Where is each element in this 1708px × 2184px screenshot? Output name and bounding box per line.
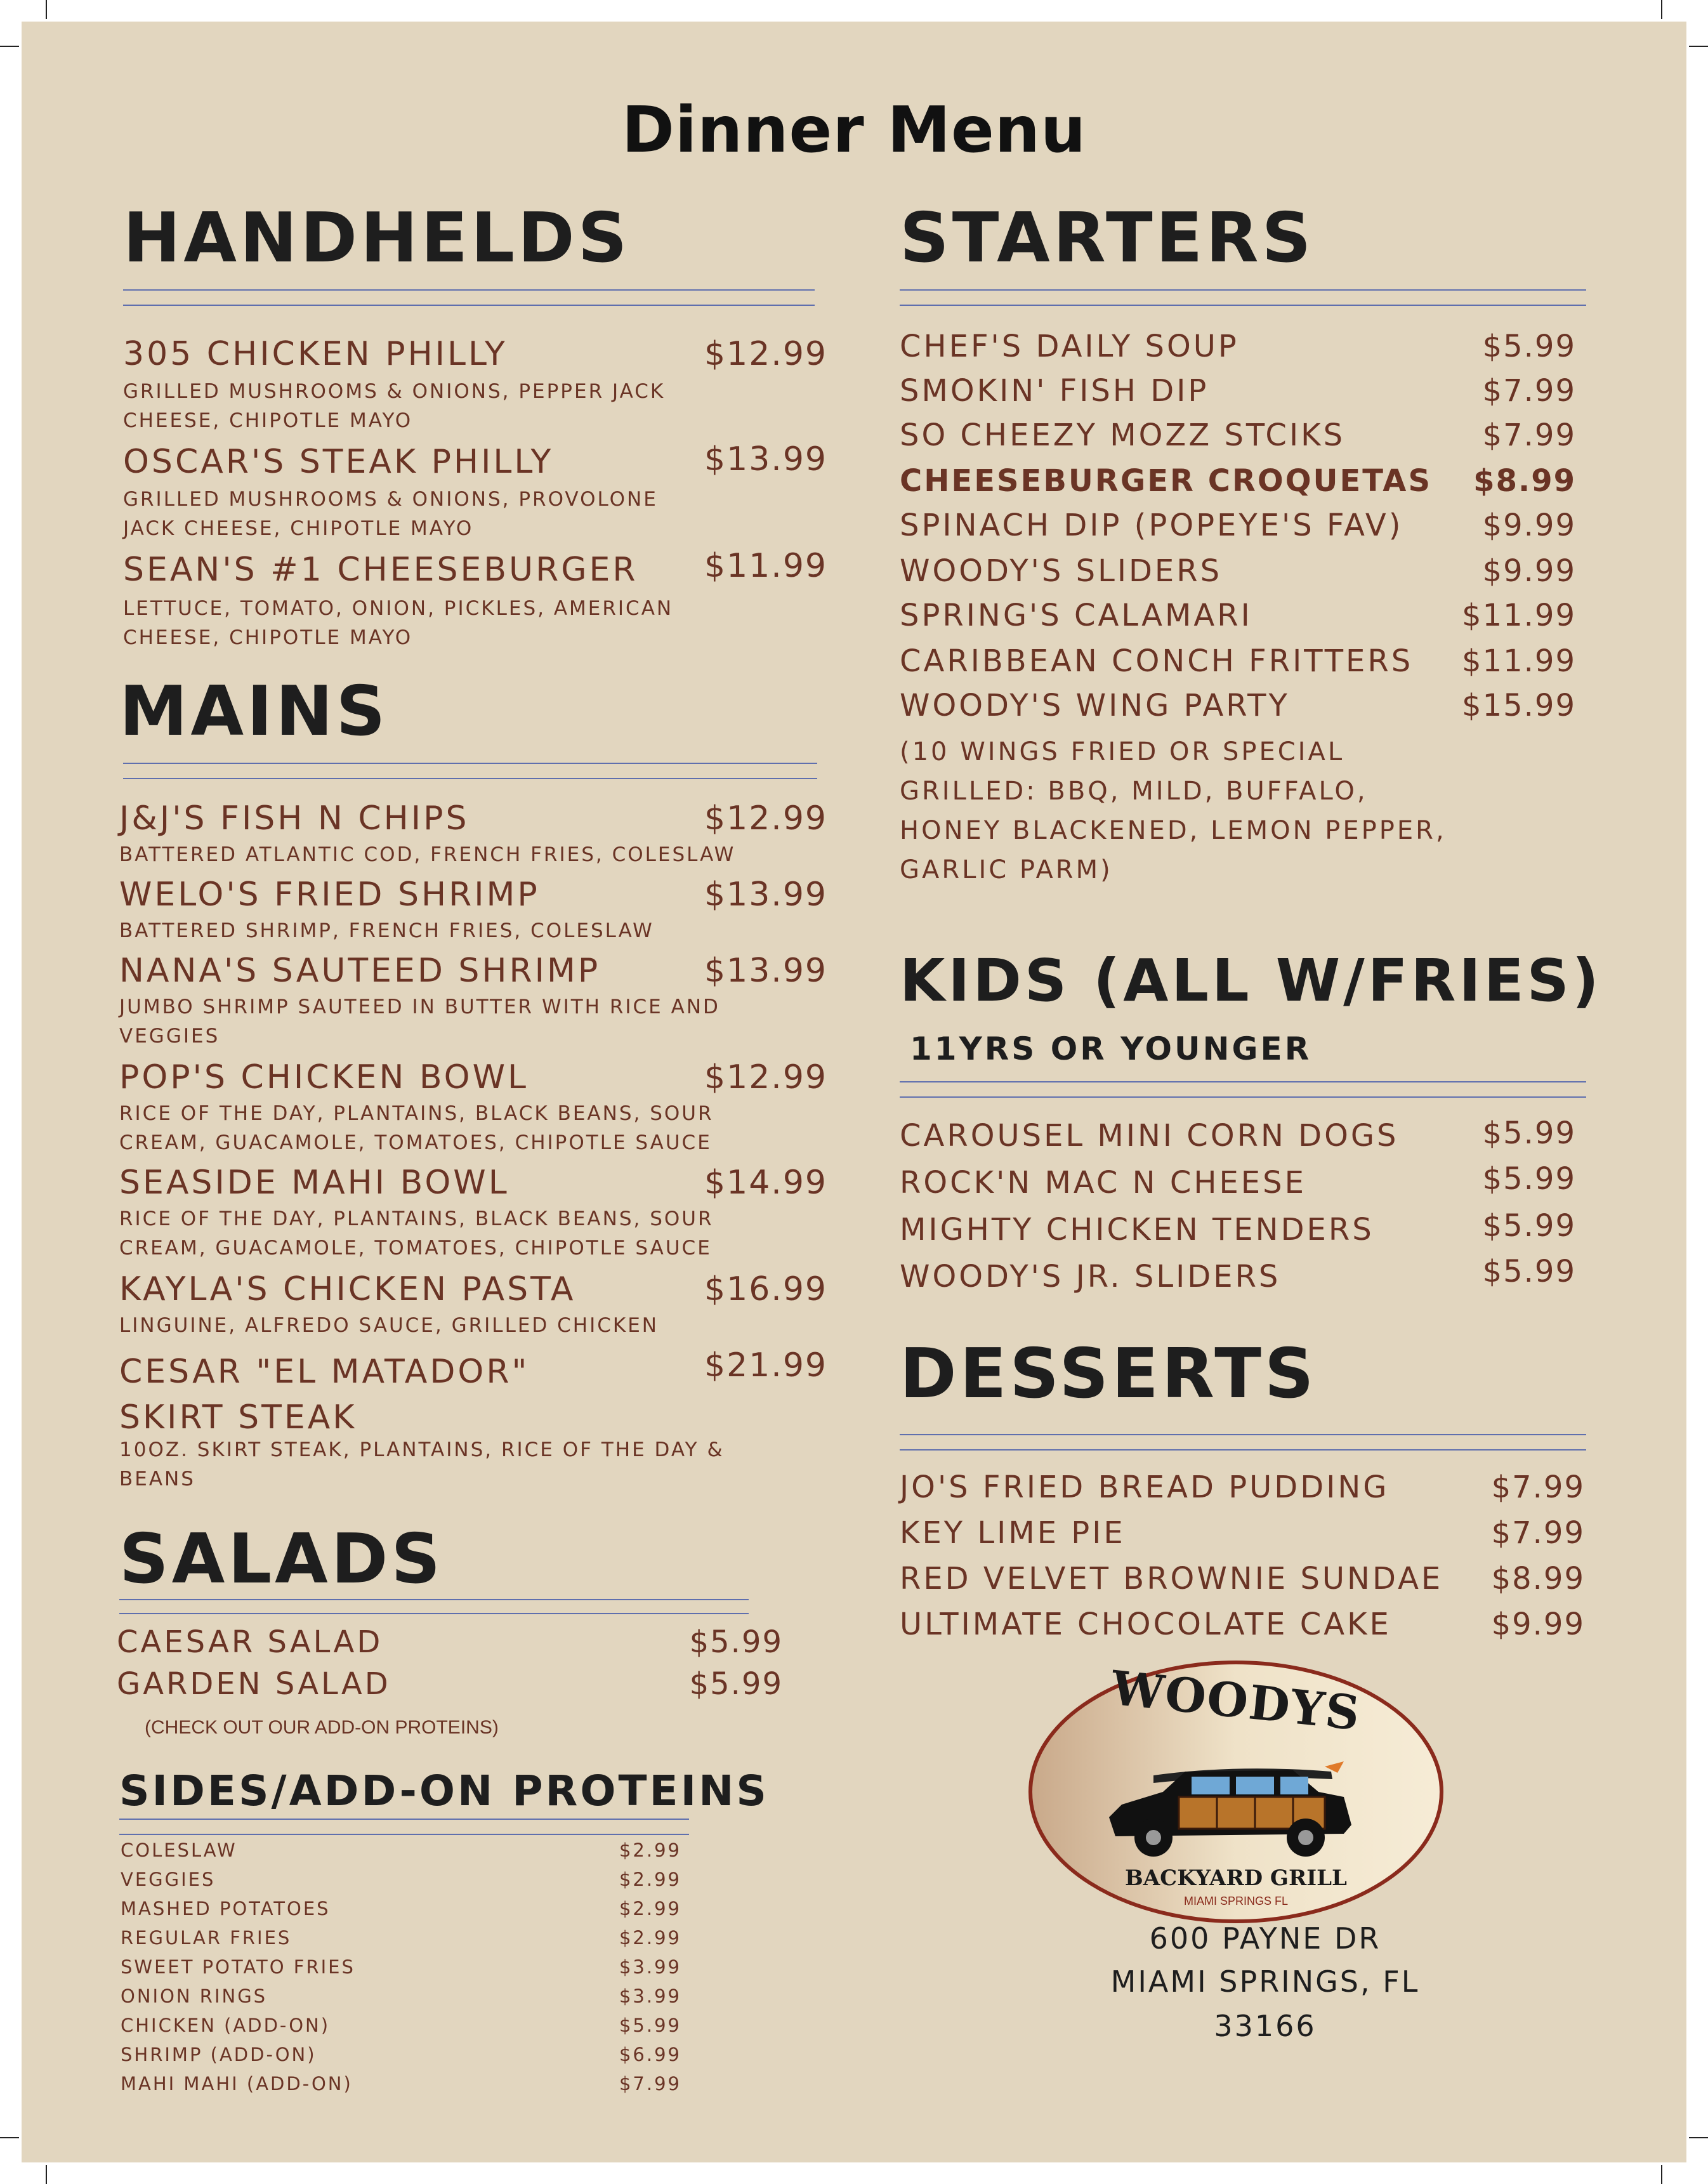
kids-item-price: $5.99: [1482, 1115, 1576, 1151]
menu-item-desc: JUMBO SHRIMP SAUTEED IN BUTTER WITH RICE AND VEGGIES: [119, 996, 720, 1048]
kids-item-price: $5.99: [1482, 1208, 1576, 1244]
kids-rule: [900, 1081, 1586, 1082]
dessert-item-price: $7.99: [1491, 1470, 1585, 1505]
menu-item-price: $12.99: [704, 1058, 827, 1096]
starter-item-price: $7.99: [1482, 373, 1576, 409]
side-item-price: $7.99: [619, 2073, 681, 2095]
handhelds-heading: HANDHELDS: [123, 199, 631, 278]
mains-heading: MAINS: [119, 672, 389, 751]
menu-item-name: J&J'S FISH N CHIPS: [119, 799, 470, 838]
menu-item-price: $12.99: [704, 335, 827, 373]
menu-item-desc: BATTERED SHRIMP, FRENCH FRIES, COLESLAW: [119, 919, 654, 942]
kids-item-name: MIGHTY CHICKEN TENDERS: [900, 1212, 1374, 1247]
kids-item-name: CAROUSEL MINI CORN DOGS: [900, 1118, 1399, 1154]
mains-rule: [123, 763, 817, 764]
logo-location: MIAMI SPRINGS FL: [1183, 1895, 1289, 1907]
desserts-heading: DESSERTS: [900, 1334, 1317, 1414]
side-item-price: $2.99: [619, 1927, 681, 1949]
menu-item-desc: BATTERED ATLANTIC COD, FRENCH FRIES, COLESLAW: [119, 843, 736, 866]
kids-subheading: 11YRS OR YOUNGER: [910, 1030, 1312, 1067]
kids-heading: KIDS (ALL W/FRIES): [900, 947, 1602, 1015]
starters-heading: STARTERS: [900, 199, 1315, 278]
menu-item-name: OSCAR'S STEAK PHILLY: [123, 443, 554, 481]
starter-item-price: $9.99: [1482, 553, 1576, 589]
sides-heading: SIDES/ADD-ON PROTEINS: [119, 1766, 769, 1815]
starter-item-name: CHEF'S DAILY SOUP: [900, 329, 1239, 364]
starter-item-name: SPRING'S CALAMARI: [900, 598, 1252, 633]
salads-rule-2: [119, 1613, 749, 1614]
handhelds-rule-2: [123, 305, 815, 306]
logo-brand: WOODYS: [1108, 1661, 1363, 1742]
salads-note: (CHECK OUT OUR ADD-ON PROTEINS): [145, 1717, 499, 1738]
starter-item-price: $15.99: [1462, 688, 1576, 723]
side-item-price: $3.99: [619, 1985, 681, 2007]
sides-rule: [119, 1819, 689, 1820]
address-street: 600 PAYNE DR: [1149, 1921, 1381, 1956]
menu-item-name: NANA'S SAUTEED SHRIMP: [119, 952, 601, 990]
kids-item-name: ROCK'N MAC N CHEESE: [900, 1165, 1306, 1201]
mains-rule-2: [123, 778, 817, 779]
starter-item-name: SO CHEEZY MOZZ STCIKS: [900, 418, 1346, 453]
menu-item-price: $13.99: [704, 952, 827, 990]
menu-item-price: $13.99: [704, 440, 827, 478]
menu-item-name: KAYLA'S CHICKEN PASTA: [119, 1270, 576, 1308]
starter-item-name: CARIBBEAN CONCH FRITTERS: [900, 643, 1414, 679]
side-item-price: $2.99: [619, 1839, 681, 1861]
menu-item-price: $13.99: [704, 876, 827, 914]
side-item-name: COLESLAW: [121, 1839, 237, 1861]
starters-rule: [900, 289, 1586, 291]
side-item-name: SWEET POTATO FRIES: [121, 1956, 355, 1978]
handhelds-rule: [123, 289, 815, 291]
dessert-item-price: $8.99: [1491, 1561, 1585, 1596]
menu-item-name: WELO'S FRIED SHRIMP: [119, 876, 540, 914]
side-item-price: $6.99: [619, 2044, 681, 2065]
dessert-item-price: $9.99: [1491, 1607, 1585, 1642]
desserts-rule-2: [900, 1449, 1586, 1451]
wing-party-note: (10 WINGS FRIED OR SPECIAL GRILLED: BBQ, MILD, BUFFALO, HONEY BLACKENED, LEMON PEPPER, GARLIC PARM): [900, 737, 1447, 885]
starter-item-price: $11.99: [1462, 598, 1576, 633]
dessert-item-price: $7.99: [1491, 1515, 1585, 1551]
starter-item-name: WOODY'S WING PARTY: [900, 688, 1290, 723]
dessert-item-name: RED VELVET BROWNIE SUNDAE: [900, 1561, 1443, 1596]
menu-item-desc: RICE OF THE DAY, PLANTAINS, BLACK BEANS, SOUR CREAM, GUACAMOLE, TOMATOES, CHIPOTLE SAUCE: [119, 1207, 714, 1260]
menu-item-price: $5.99: [689, 1666, 783, 1702]
side-item-name: CHICKEN (ADD-ON): [121, 2015, 331, 2036]
side-item-name: MAHI MAHI (ADD-ON): [121, 2073, 353, 2095]
logo-tagline: BACKYARD GRILL: [1125, 1865, 1347, 1891]
menu-item-price: $14.99: [704, 1164, 827, 1202]
side-item-name: MASHED POTATOES: [121, 1898, 331, 1919]
woodys-logo: [1027, 1659, 1445, 1925]
starter-item-price: $9.99: [1482, 508, 1576, 543]
starter-item-price: $5.99: [1482, 329, 1576, 364]
menu-item-price: $12.99: [704, 799, 827, 838]
starter-item-price: $7.99: [1482, 418, 1576, 453]
side-item-price: $2.99: [619, 1898, 681, 1919]
starter-item-price: $11.99: [1462, 643, 1576, 679]
salads-heading: SALADS: [119, 1520, 444, 1599]
menu-item-desc: RICE OF THE DAY, PLANTAINS, BLACK BEANS, SOUR CREAM, GUACAMOLE, TOMATOES, CHIPOTLE SAUCE: [119, 1102, 714, 1154]
menu-item-name: GARDEN SALAD: [117, 1666, 391, 1702]
menu-item-desc: 10OZ. SKIRT STEAK, PLANTAINS, RICE OF THE DAY & BEANS: [119, 1438, 725, 1490]
side-item-price: $5.99: [619, 2015, 681, 2036]
menu-item-name: CAESAR SALAD: [117, 1624, 383, 1660]
kids-rule-2: [900, 1096, 1586, 1098]
menu-item-name: CESAR "EL MATADOR" SKIRT STEAK: [119, 1353, 530, 1437]
menu-item-name: POP'S CHICKEN BOWL: [119, 1058, 529, 1096]
menu-item-price: $16.99: [704, 1270, 827, 1308]
dessert-item-name: ULTIMATE CHOCOLATE CAKE: [900, 1607, 1391, 1642]
menu-item-price: $5.99: [689, 1624, 783, 1660]
menu-item-name: SEASIDE MAHI BOWL: [119, 1164, 509, 1202]
starters-rule-2: [900, 305, 1586, 306]
starter-item-name: WOODY'S SLIDERS: [900, 553, 1223, 589]
starter-item-name-featured: CHEESEBURGER CROQUETAS: [900, 463, 1433, 499]
starter-item-name: SPINACH DIP (POPEYE'S FAV): [900, 508, 1403, 543]
side-item-price: $3.99: [619, 1956, 681, 1978]
menu-item-name: 305 CHICKEN PHILLY: [123, 335, 508, 373]
kids-item-price: $5.99: [1482, 1161, 1576, 1197]
address-zip: 33166: [1214, 2009, 1317, 2043]
starter-item-price-featured: $8.99: [1473, 463, 1576, 499]
kids-item-name: WOODY'S JR. SLIDERS: [900, 1259, 1281, 1294]
dessert-item-name: JO'S FRIED BREAD PUDDING: [900, 1470, 1389, 1505]
menu-item-desc: GRILLED MUSHROOMS & ONIONS, PEPPER JACK CHEESE, CHIPOTLE MAYO: [123, 380, 666, 432]
menu-item-price: $21.99: [704, 1346, 827, 1385]
dessert-item-name: KEY LIME PIE: [900, 1515, 1126, 1551]
salads-rule: [119, 1599, 749, 1600]
side-item-name: SHRIMP (ADD-ON): [121, 2044, 317, 2065]
starter-item-name: SMOKIN' FISH DIP: [900, 373, 1209, 409]
side-item-price: $2.99: [619, 1869, 681, 1890]
menu-item-desc: GRILLED MUSHROOMS & ONIONS, PROVOLONE JACK CHEESE, CHIPOTLE MAYO: [123, 488, 658, 540]
kids-item-price: $5.99: [1482, 1254, 1576, 1289]
desserts-rule: [900, 1434, 1586, 1435]
menu-item-desc: LINGUINE, ALFREDO SAUCE, GRILLED CHICKEN: [119, 1314, 659, 1337]
menu-item-name: SEAN'S #1 CHEESEBURGER: [123, 551, 638, 589]
menu-page: [22, 22, 1686, 2162]
sides-rule-2: [119, 1834, 689, 1835]
page-title: Dinner Menu: [621, 93, 1087, 167]
address-city: MIAMI SPRINGS, FL: [1110, 1964, 1420, 1999]
menu-item-desc: LETTUCE, TOMATO, ONION, PICKLES, AMERICAN CHEESE, CHIPOTLE MAYO: [123, 597, 674, 649]
side-item-name: ONION RINGS: [121, 1985, 268, 2007]
side-item-name: REGULAR FRIES: [121, 1927, 292, 1949]
menu-item-price: $11.99: [704, 547, 827, 585]
side-item-name: VEGGIES: [121, 1869, 216, 1890]
